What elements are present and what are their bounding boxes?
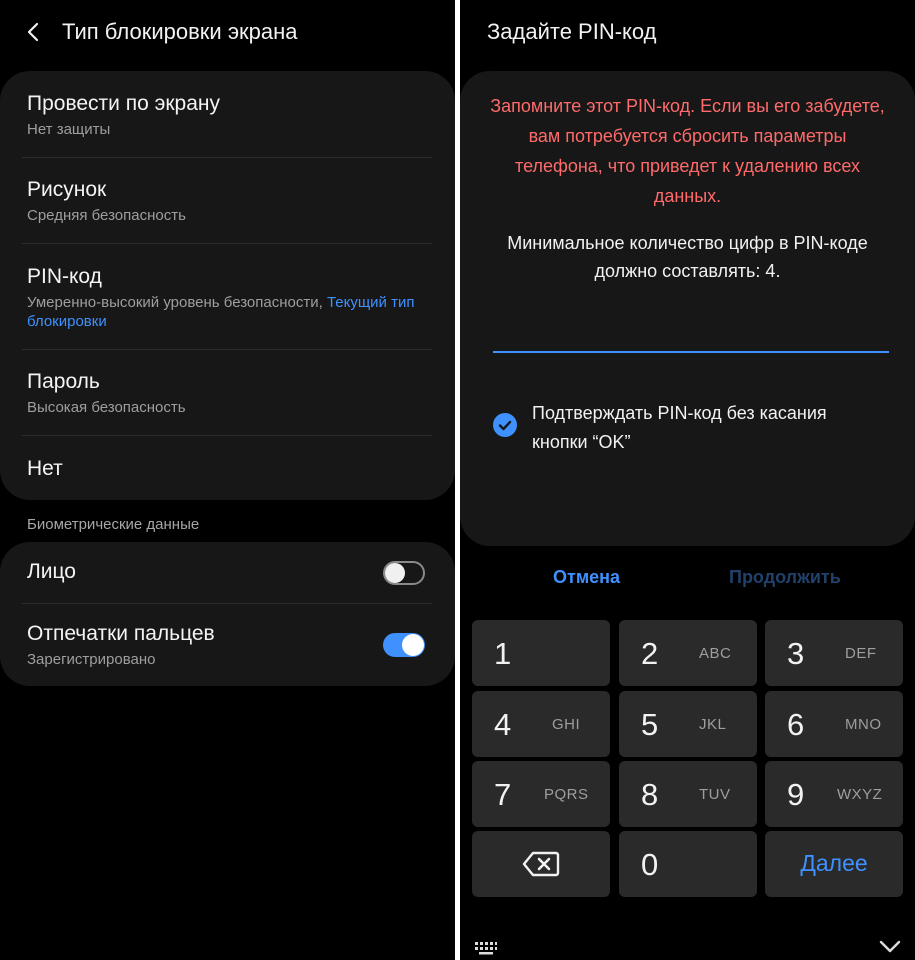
key-digit: 4 <box>494 707 512 742</box>
key-digit: 3 <box>787 636 805 671</box>
key-digit: 8 <box>641 777 659 812</box>
cancel-button[interactable]: Отмена <box>553 567 621 587</box>
toggle-knob <box>402 634 424 656</box>
lock-option-pin[interactable] <box>27 264 432 331</box>
pin-input[interactable] <box>493 311 889 353</box>
next-key-label: Далее <box>800 850 868 876</box>
lock-option-subtitle: Высокая безопасность <box>27 399 186 416</box>
key-letters: JKL <box>699 716 727 733</box>
lock-option-title: Пароль <box>27 370 100 393</box>
key-digit: 0 <box>641 847 659 882</box>
key-1[interactable] <box>472 620 610 686</box>
biometric-title: Лицо <box>27 560 76 583</box>
lock-type-screen <box>0 0 455 960</box>
key-letters: GHI <box>552 716 581 733</box>
key-digit: 2 <box>641 636 659 671</box>
key-digit: 6 <box>787 707 805 742</box>
backspace-icon <box>522 851 560 877</box>
back-icon[interactable] <box>22 20 46 44</box>
keyboard-icon[interactable] <box>474 941 498 955</box>
lock-option-title: PIN-код <box>27 265 102 288</box>
current-lock-type-label: Текущий тип блокировки <box>27 294 415 330</box>
key-digit: 5 <box>641 707 659 742</box>
divider <box>22 243 432 244</box>
toggle-knob <box>385 563 405 583</box>
key-digit: 1 <box>494 636 512 671</box>
lock-option-swipe[interactable] <box>27 91 432 139</box>
fingerprint-toggle[interactable] <box>383 633 425 657</box>
chevron-down-icon[interactable] <box>878 938 902 954</box>
key-digit: 7 <box>494 777 512 812</box>
lock-option-subtitle-text: Умеренно-высокий уровень безопасности, <box>27 294 327 311</box>
pin-entry-card <box>460 71 915 546</box>
lock-option-title: Нет <box>27 457 63 480</box>
key-letters: DEF <box>845 645 877 662</box>
confirm-checkbox-label[interactable]: Подтверждать PIN-код без касания кнопки “OK” <box>532 403 827 452</box>
face-toggle[interactable] <box>383 561 425 585</box>
key-9[interactable] <box>765 761 903 827</box>
key-8[interactable] <box>619 761 757 827</box>
set-pin-screen <box>460 0 915 960</box>
lock-option-none[interactable] <box>27 456 432 482</box>
lock-option-subtitle: Нет защиты <box>27 121 111 138</box>
divider <box>22 349 432 350</box>
key-letters: WXYZ <box>837 786 883 803</box>
page-title: Тип блокировки экрана <box>62 19 298 44</box>
lock-option-subtitle: Средняя безопасность <box>27 207 186 224</box>
lock-option-title: Провести по экрану <box>27 92 220 115</box>
biometric-face-row[interactable] <box>27 559 427 585</box>
key-7[interactable] <box>472 761 610 827</box>
lock-option-subtitle <box>27 293 432 331</box>
key-letters: MNO <box>845 716 882 733</box>
backspace-key[interactable] <box>472 831 610 897</box>
key-5[interactable] <box>619 691 757 757</box>
lock-option-pattern[interactable] <box>27 177 432 225</box>
lock-types-card <box>0 71 455 500</box>
continue-button[interactable]: Продолжить <box>729 567 841 587</box>
key-6[interactable] <box>765 691 903 757</box>
key-letters: ABC <box>699 645 732 662</box>
page-title: Задайте PIN-код <box>487 19 657 44</box>
key-letters: PQRS <box>544 786 589 803</box>
key-3[interactable] <box>765 620 903 686</box>
lock-option-password[interactable] <box>27 369 432 417</box>
biometric-fingerprint-row[interactable] <box>27 621 367 669</box>
key-2[interactable] <box>619 620 757 686</box>
divider <box>22 603 432 604</box>
key-digit: 9 <box>787 777 805 812</box>
warning-text: Запомните этот PIN-код. Если вы его забудете, вам потребуется сбросить параметры телефона, что приведет к удалению всех данных. <box>490 96 885 206</box>
biometric-title: Отпечатки пальцев <box>27 622 215 645</box>
biometric-subtitle: Зарегистрировано <box>27 651 156 668</box>
divider <box>22 435 432 436</box>
key-4[interactable] <box>472 691 610 757</box>
biometrics-section-label: Биометрические данные <box>27 516 200 533</box>
key-letters: TUV <box>699 786 731 803</box>
app-bar <box>0 0 455 64</box>
next-key[interactable] <box>765 831 903 897</box>
lock-option-title: Рисунок <box>27 178 107 201</box>
divider <box>22 157 432 158</box>
biometrics-card <box>0 542 455 686</box>
key-0[interactable] <box>619 831 757 897</box>
min-digits-text: Минимальное количество цифр в PIN-коде должно составлять: 4. <box>507 233 868 281</box>
checkmark-icon[interactable] <box>493 413 517 437</box>
